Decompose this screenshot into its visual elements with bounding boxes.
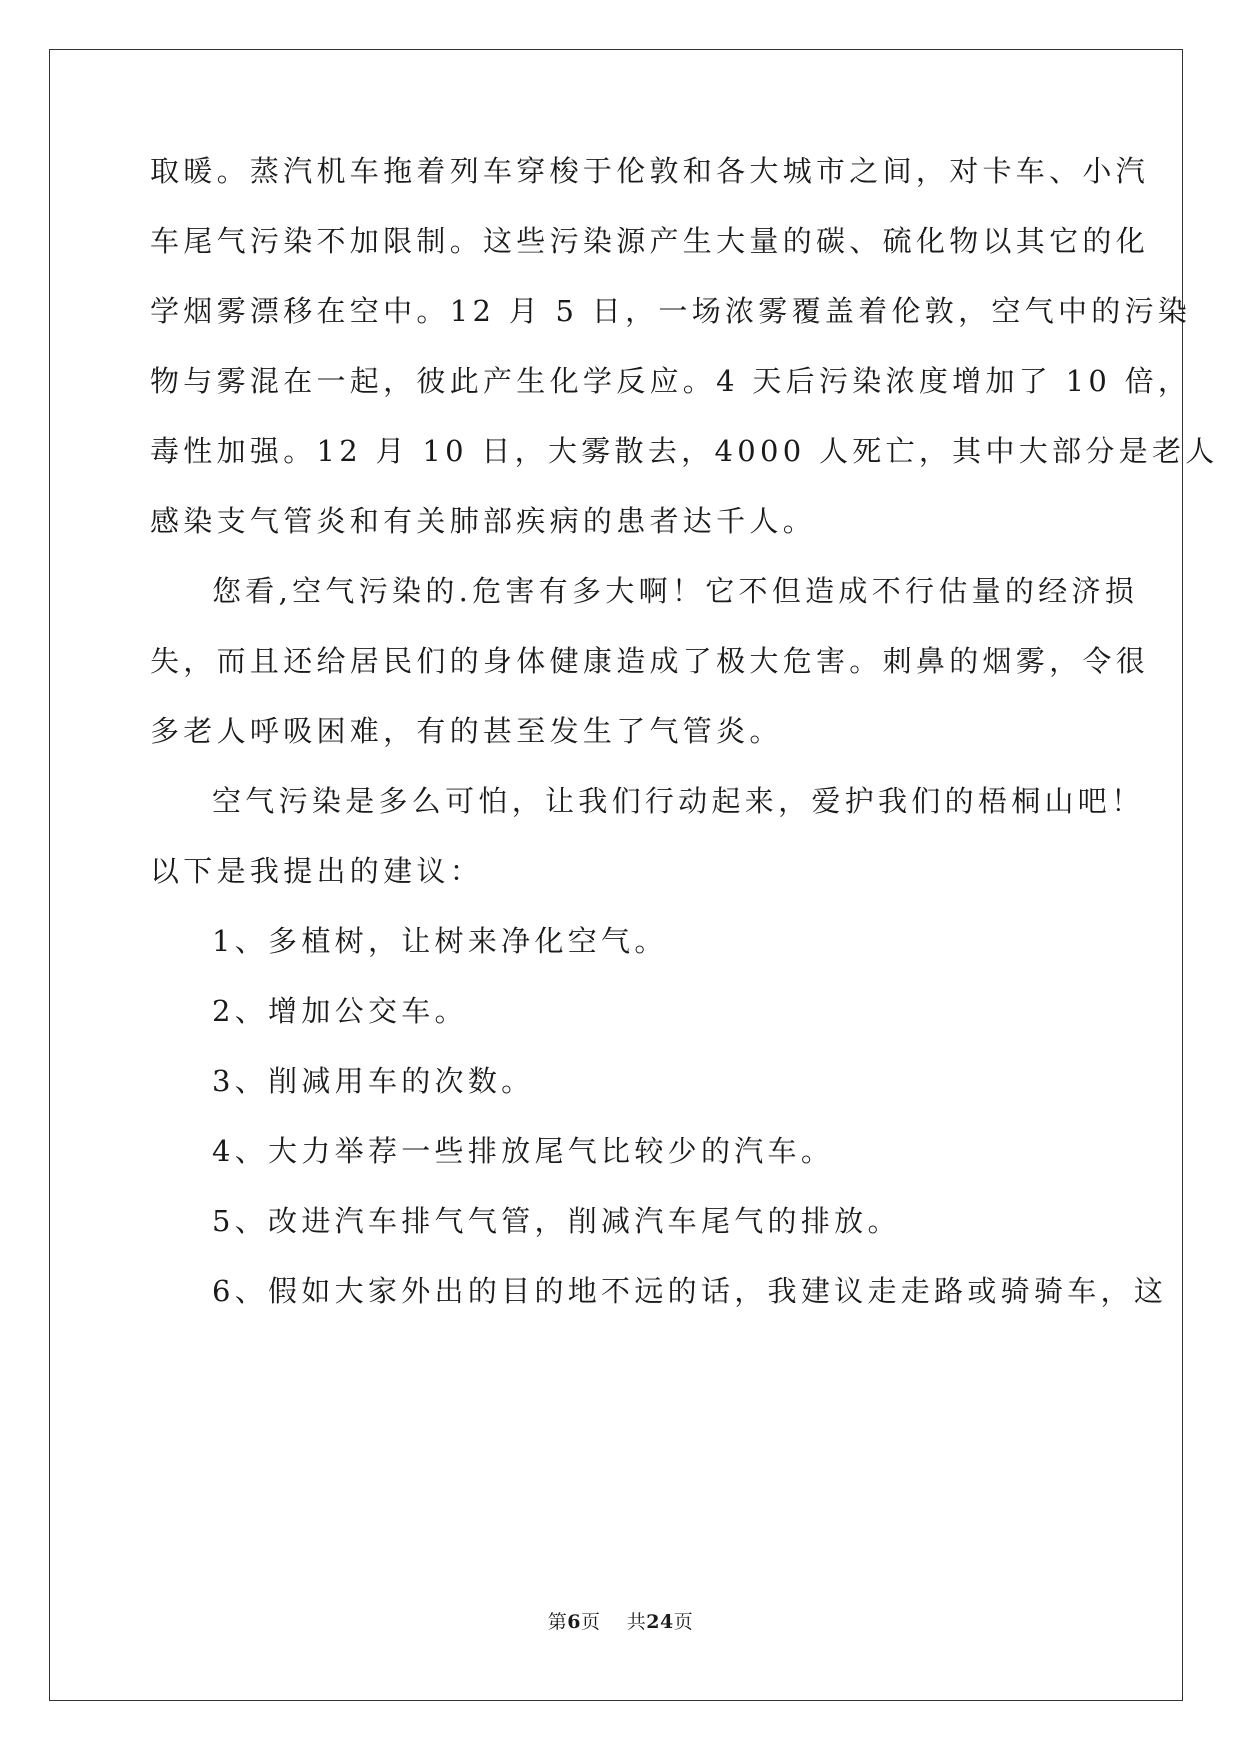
footer-total-suffix: 页 (673, 1611, 694, 1633)
total-pages: 24 (646, 1611, 674, 1633)
text-line: 以下是我提出的建议： (150, 854, 484, 888)
text-line: 车尾气污染不加限制。这些污染源产生大量的碳、硫化物以其它的化 (150, 224, 1150, 258)
text-line: 毒性加强。12 月 10 日，大雾散去，4000 人死亡，其中大部分是老人 (150, 434, 1219, 468)
list-item: 4、大力举荐一些排放尾气比较少的汽车。 (212, 1134, 835, 1168)
text-line: 感染支气管炎和有关肺部疾病的患者达千人。 (150, 504, 817, 538)
text-line: 学烟雾漂移在空中。12 月 5 日，一场浓雾覆盖着伦敦，空气中的污染 (150, 294, 1192, 328)
text-line: 您看,空气污染的.危害有多大啊！它不但造成不行估量的经济损 (212, 574, 1139, 608)
text-line: 失，而且还给居民们的身体健康造成了极大危害。刺鼻的烟雾，令很 (150, 644, 1150, 678)
page-footer (0, 1610, 1241, 1634)
page-number: 6 (567, 1611, 582, 1633)
text-line: 物与雾混在一起，彼此产生化学反应。4 天后污染浓度增加了 10 倍， (150, 364, 1192, 398)
text-line: 空气污染是多么可怕，让我们行动起来，爱护我们的梧桐山吧！ (212, 784, 1145, 818)
text-line: 取暖。蒸汽机车拖着列车穿梭于伦敦和各大城市之间，对卡车、小汽 (150, 154, 1150, 188)
list-item: 1、多植树，让树来净化空气。 (212, 924, 668, 958)
list-item: 6、假如大家外出的目的地不远的话，我建议走走路或骑骑车，这 (212, 1274, 1168, 1308)
footer-total-prefix: 共 (626, 1611, 647, 1633)
list-item: 2、增加公交车。 (212, 994, 468, 1028)
list-item: 5、改进汽车排气气管，削减汽车尾气的排放。 (212, 1204, 901, 1238)
footer-page-suffix: 页 (581, 1611, 601, 1633)
footer-prefix: 第 (547, 1611, 568, 1633)
text-line: 多老人呼吸困难，有的甚至发生了气管炎。 (150, 714, 783, 748)
list-item: 3、削减用车的次数。 (212, 1064, 535, 1098)
